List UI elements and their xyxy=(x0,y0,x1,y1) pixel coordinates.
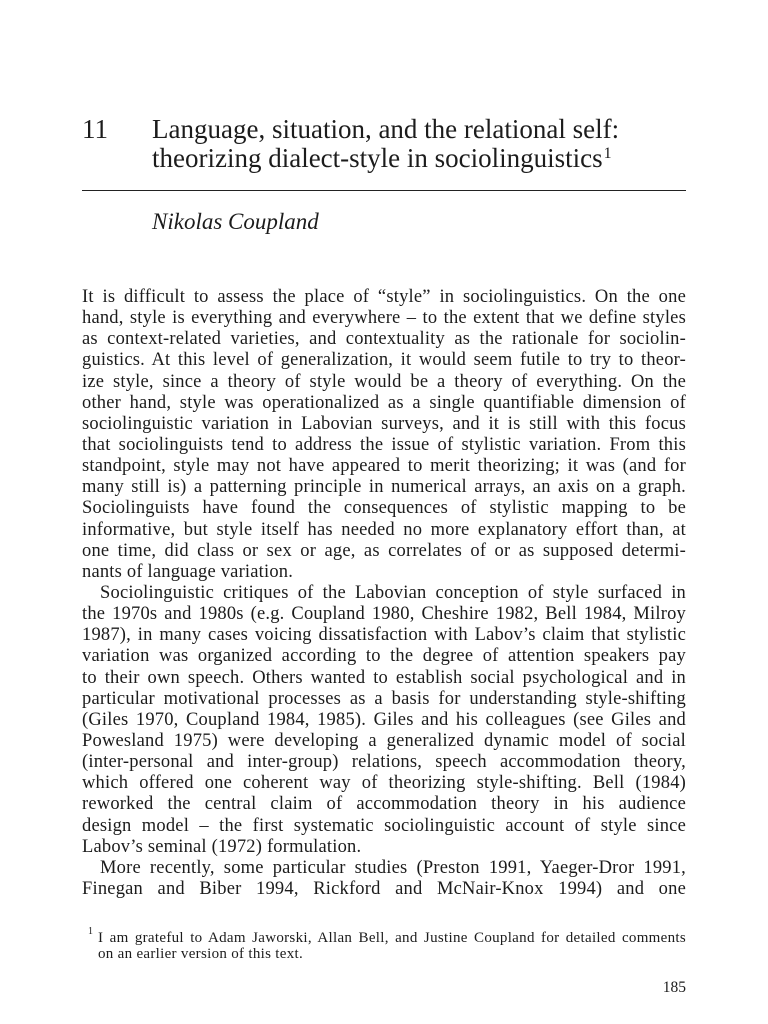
chapter-title-line: theorizing dialect-style in sociolinguistics xyxy=(152,143,603,173)
title-rule xyxy=(82,190,686,191)
body-line: hand, style is everything and everywhere – to the extent that we define styles xyxy=(82,308,686,329)
body-line: Finegan and Biber 1994, Rickford and McNair-Knox 1994) and one xyxy=(82,878,686,899)
body-line: as context-related varieties, and contextuality as the rationale for sociolin- xyxy=(82,329,686,350)
body-line: one time, did class or sex or age, as correlates of or as supposed determi- xyxy=(82,540,686,561)
body-line: (inter-personal and inter-group) relations, speech accommodation theory, xyxy=(82,752,686,773)
author-name: Nikolas Coupland xyxy=(152,209,319,234)
body-line: other hand, style was operationalized as a single quantifiable dimension of xyxy=(82,392,686,413)
body-line: Labov’s seminal (1972) formulation. xyxy=(82,836,362,857)
body-line: standpoint, style may not have appeared to merit theorizing; it was (and for xyxy=(82,456,686,477)
body-line: nants of language variation. xyxy=(82,561,294,582)
body-line: particular motivational processes as a basis for understanding style-shifting xyxy=(82,688,686,709)
body-line: Powesland 1975) were developing a generalized dynamic model of social xyxy=(82,730,686,751)
paragraph xyxy=(82,287,686,583)
body-line: that sociolinguists tend to address the issue of stylistic variation. From this xyxy=(82,434,686,455)
body-line: 1987), in many cases voicing dissatisfaction with Labov’s claim that stylistic xyxy=(82,625,686,646)
footnote-line: on an earlier version of this text. xyxy=(98,946,304,962)
body-line: to their own speech. Others wanted to establish social psychological and in xyxy=(82,667,686,688)
body-text xyxy=(82,287,686,900)
footnote-line: I am grateful to Adam Jaworski, Allan Bell, and Justine Coupland for detailed comments xyxy=(98,930,686,946)
chapter-title-line-with-note xyxy=(152,144,619,173)
body-line: ize style, since a theory of style would be a theory of everything. On the xyxy=(82,371,686,392)
footnote-marker: 1 xyxy=(88,926,93,937)
body-line: (Giles 1970, Coupland 1984, 1985). Giles and his colleagues (see Giles and xyxy=(82,709,686,730)
body-line: guistics. At this level of generalization, it would seem futile to try to theor- xyxy=(82,350,686,371)
body-line: It is difficult to assess the place of “style” in sociolinguistics. On the one xyxy=(82,287,686,307)
body-line: Sociolinguists have found the consequences of stylistic mapping to be xyxy=(82,498,686,519)
chapter-title xyxy=(152,115,619,173)
body-line: the 1970s and 1980s (e.g. Coupland 1980, Cheshire 1982, Bell 1984, Milroy xyxy=(82,604,686,625)
body-line: many still is) a patterning principle in numerical arrays, an axis on a graph. xyxy=(82,477,686,498)
paragraph xyxy=(82,858,686,900)
chapter-title-line: Language, situation, and the relational self: xyxy=(152,114,620,144)
chapter-number: 11 xyxy=(82,114,108,144)
body-line: reworked the central claim of accommodation theory in his audience xyxy=(82,794,686,815)
page-number: 185 xyxy=(662,979,686,996)
body-line: variation was organized according to the degree of attention speakers pay xyxy=(82,646,686,667)
body-line: sociolinguistic variation in Labovian surveys, and it is still with this focus xyxy=(82,413,686,434)
body-line: design model – the first systematic sociolinguistic account of style since xyxy=(82,815,686,836)
title-footnote-ref: 1 xyxy=(603,145,612,162)
body-line: Sociolinguistic critiques of the Labovian conception of style surfaced in xyxy=(100,582,686,603)
paragraph xyxy=(82,583,686,858)
body-line: which offered one coherent way of theorizing style-shifting. Bell (1984) xyxy=(82,773,686,794)
body-line: More recently, some particular studies (Preston 1991, Yaeger-Dror 1991, xyxy=(100,857,686,878)
body-line: informative, but style itself has needed no more explanatory effort than, at xyxy=(82,519,686,540)
footnote xyxy=(88,926,686,962)
